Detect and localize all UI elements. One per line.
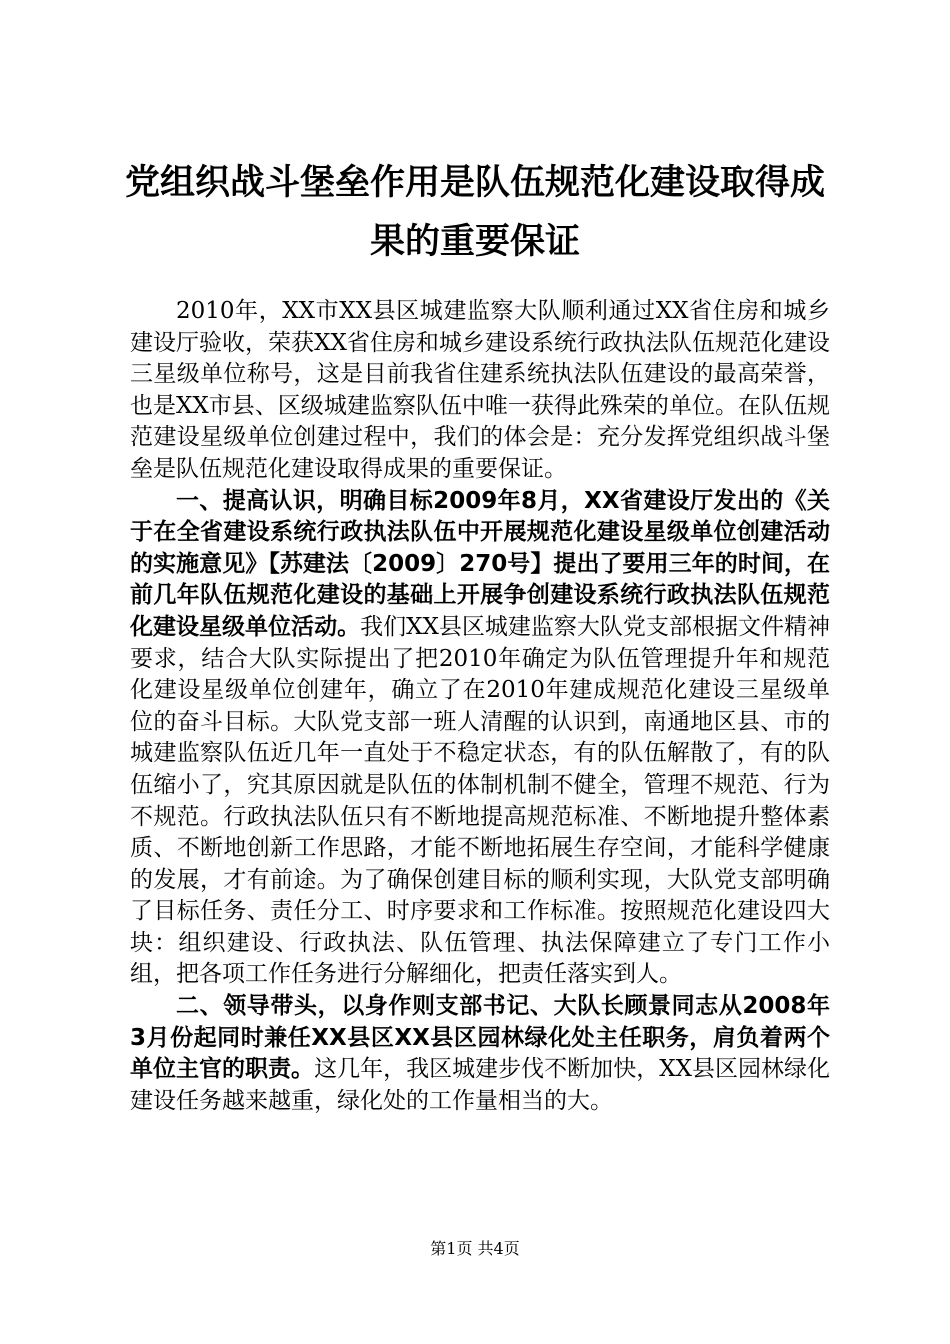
document-body bbox=[130, 296, 830, 1117]
paragraph-section-2 bbox=[130, 991, 830, 1117]
paragraph-lead: 一、提高认识，明确目标2009年8月，XX省建设厅发出的《关于在全省建设系统行政执法队伍中开展规范化建设星级单位创建活动的实施意见》【苏建法〔2009〕270号】提出了要用三年的时间，在前几年队伍规范化建设的基础上开展争创建设系统行政执法队伍规范化建设星级单位活动。 bbox=[130, 487, 830, 640]
paragraph-lead: 二、领导带头，以身作则支部书记、大队长顾景同志从2008年3月份起同时兼任XX县区XX县区园林绿化处主任职务，肩负着两个单位主官的职责。 bbox=[130, 993, 830, 1083]
paragraph-text: 2010年，XX市XX县区城建监察大队顺利通过XX省住房和城乡建设厅验收，荣获XX省住房和城乡建设系统行政执法队伍规范化建设三星级单位称号，这是目前我省住建系统执法队伍建设的最高荣誉，也是XX市县、区级城建监察队伍中唯一获得此殊荣的单位。在队伍规范建设星级单位创建过程中，我们的体会是：充分发挥党组织战斗堡垒是队伍规范化建设取得成果的重要保证。 bbox=[130, 298, 830, 482]
paragraph-text: 我们XX县区城建监察大队党支部根据文件精神要求，结合大队实际提出了把2010年确定为队伍管理提升年和规范化建设星级单位创建年，确立了在2010年建成规范化建设三星级单位的奋斗目标。大队党支部一班人清醒的认识到，南通地区县、市的城建监察队伍近几年一直处于不稳定状态，有的队伍解散了，有的队伍缩小了，究其原因就是队伍的体制机制不健全，管理不规范、行为不规范。行政执法队伍只有不断地提高规范标准、不断地提升整体素质、不断地创新工作思路，才能不断地拓展生存空间，才能科学健康的发展，才有前途。为了确保创建目标的顺利实现，大队党支部明确了目标任务、责任分工、时序要求和工作标准。按照规范化建设四大块：组织建设、行政执法、队伍管理、执法保障建立了专门工作小组，把各项工作任务进行分解细化，把责任落实到人。 bbox=[130, 613, 831, 988]
paragraph-text: 这几年，我区城建步伐不断加快，XX县区园林绿化建设任务越来越重，绿化处的工作量相当的大。 bbox=[130, 1056, 831, 1114]
document-title-line-2: 果的重要保证 bbox=[369, 222, 580, 262]
page-number-footer: 第1页 共4页 bbox=[430, 1239, 520, 1258]
paragraph-section-1 bbox=[130, 486, 830, 992]
document-title-line-1: 党组织战斗堡垒作用是队伍规范化建设取得成 bbox=[124, 163, 825, 203]
paragraph-intro bbox=[130, 296, 830, 486]
